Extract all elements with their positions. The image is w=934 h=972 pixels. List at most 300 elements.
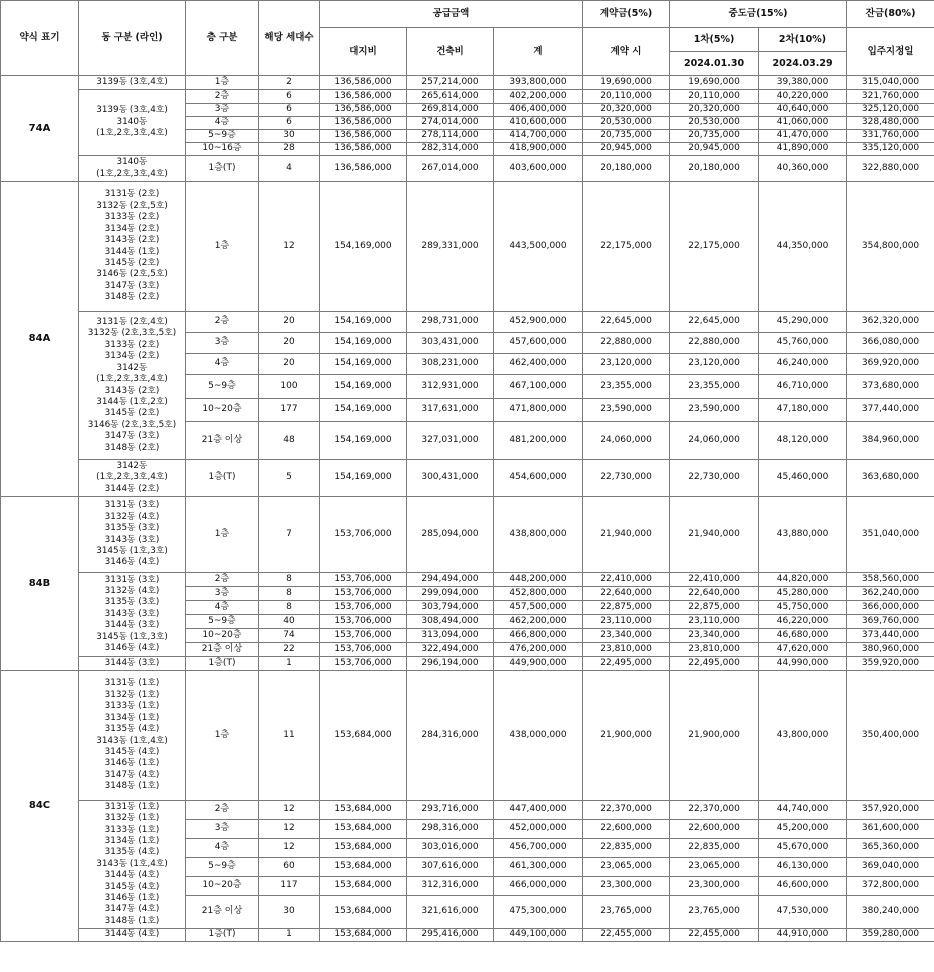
type-cell: 74A bbox=[1, 76, 79, 182]
land-price-cell: 136,586,000 bbox=[320, 143, 407, 156]
middle1-cell: 23,120,000 bbox=[670, 354, 759, 375]
middle2-cell: 40,360,000 bbox=[759, 156, 847, 182]
land-price-cell: 154,169,000 bbox=[320, 460, 407, 497]
middle1-cell: 23,355,000 bbox=[670, 375, 759, 399]
floor-cell: 2층 bbox=[186, 573, 259, 587]
middle1-cell: 22,730,000 bbox=[670, 460, 759, 497]
total-price-cell: 471,800,000 bbox=[494, 399, 583, 422]
table-row bbox=[1, 90, 934, 104]
balance-cell: 361,600,000 bbox=[847, 820, 934, 839]
balance-cell: 315,040,000 bbox=[847, 76, 934, 90]
contract-cell: 22,645,000 bbox=[583, 312, 670, 333]
contract-cell: 23,120,000 bbox=[583, 354, 670, 375]
balance-cell: 363,680,000 bbox=[847, 460, 934, 497]
floor-cell: 21층 이상 bbox=[186, 896, 259, 929]
header-total: 계 bbox=[494, 28, 583, 76]
dong-cell: 3131동 (1호) 3132동 (1호) 3133동 (1호) 3134동 (1호) 3135동 (4호) 3143동 (1호,4호) 3145동 (4호) 3146동 (1호) 3147동 (4호) 3148동 (1호) bbox=[79, 671, 186, 801]
balance-cell: 373,440,000 bbox=[847, 629, 934, 643]
total-price-cell: 449,100,000 bbox=[494, 929, 583, 942]
units-cell: 6 bbox=[259, 90, 320, 104]
middle2-cell: 47,530,000 bbox=[759, 896, 847, 929]
type-cell: 84A bbox=[1, 182, 79, 497]
header-contract: 계약금(5%) bbox=[583, 1, 670, 28]
total-price-cell: 475,300,000 bbox=[494, 896, 583, 929]
total-price-cell: 481,200,000 bbox=[494, 422, 583, 460]
middle2-cell: 44,910,000 bbox=[759, 929, 847, 942]
building-price-cell: 303,431,000 bbox=[407, 333, 494, 354]
building-price-cell: 312,316,000 bbox=[407, 877, 494, 896]
land-price-cell: 153,684,000 bbox=[320, 820, 407, 839]
units-cell: 30 bbox=[259, 130, 320, 143]
building-price-cell: 274,014,000 bbox=[407, 117, 494, 130]
balance-cell: 350,400,000 bbox=[847, 671, 934, 801]
floor-cell: 3층 bbox=[186, 333, 259, 354]
units-cell: 4 bbox=[259, 156, 320, 182]
header-middle1: 1차(5%) bbox=[670, 28, 759, 52]
middle1-cell: 22,370,000 bbox=[670, 801, 759, 820]
building-price-cell: 313,094,000 bbox=[407, 629, 494, 643]
land-price-cell: 154,169,000 bbox=[320, 333, 407, 354]
dong-cell: 3131동 (3호) 3132동 (4호) 3135동 (3호) 3143동 (3호) 3145동 (1호,3호) 3146동 (4호) bbox=[79, 497, 186, 573]
middle2-cell: 48,120,000 bbox=[759, 422, 847, 460]
units-cell: 22 bbox=[259, 643, 320, 657]
total-price-cell: 466,000,000 bbox=[494, 877, 583, 896]
middle2-cell: 46,600,000 bbox=[759, 877, 847, 896]
middle1-cell: 22,835,000 bbox=[670, 839, 759, 858]
header-floor: 층 구분 bbox=[186, 1, 259, 76]
balance-cell: 369,920,000 bbox=[847, 354, 934, 375]
contract-cell: 23,110,000 bbox=[583, 615, 670, 629]
middle1-cell: 23,110,000 bbox=[670, 615, 759, 629]
units-cell: 1 bbox=[259, 657, 320, 671]
middle1-cell: 23,340,000 bbox=[670, 629, 759, 643]
balance-cell: 384,960,000 bbox=[847, 422, 934, 460]
contract-cell: 22,875,000 bbox=[583, 601, 670, 615]
middle2-cell: 40,640,000 bbox=[759, 104, 847, 117]
total-price-cell: 476,200,000 bbox=[494, 643, 583, 657]
contract-cell: 22,835,000 bbox=[583, 839, 670, 858]
units-cell: 8 bbox=[259, 573, 320, 587]
balance-cell: 369,760,000 bbox=[847, 615, 934, 629]
middle2-cell: 45,460,000 bbox=[759, 460, 847, 497]
middle2-cell: 45,200,000 bbox=[759, 820, 847, 839]
floor-cell: 5~9층 bbox=[186, 130, 259, 143]
units-cell: 6 bbox=[259, 104, 320, 117]
middle2-cell: 43,880,000 bbox=[759, 497, 847, 573]
units-cell: 40 bbox=[259, 615, 320, 629]
total-price-cell: 467,100,000 bbox=[494, 375, 583, 399]
units-cell: 28 bbox=[259, 143, 320, 156]
floor-cell: 3층 bbox=[186, 104, 259, 117]
total-price-cell: 410,600,000 bbox=[494, 117, 583, 130]
middle1-cell: 23,810,000 bbox=[670, 643, 759, 657]
contract-cell: 20,180,000 bbox=[583, 156, 670, 182]
middle1-cell: 22,455,000 bbox=[670, 929, 759, 942]
floor-cell: 4층 bbox=[186, 601, 259, 615]
units-cell: 12 bbox=[259, 182, 320, 312]
middle1-cell: 20,530,000 bbox=[670, 117, 759, 130]
total-price-cell: 462,200,000 bbox=[494, 615, 583, 629]
total-price-cell: 448,200,000 bbox=[494, 573, 583, 587]
floor-cell: 5~9층 bbox=[186, 375, 259, 399]
building-price-cell: 294,494,000 bbox=[407, 573, 494, 587]
middle2-cell: 44,990,000 bbox=[759, 657, 847, 671]
building-price-cell: 303,794,000 bbox=[407, 601, 494, 615]
floor-cell: 10~20층 bbox=[186, 629, 259, 643]
middle2-cell: 41,060,000 bbox=[759, 117, 847, 130]
balance-cell: 369,040,000 bbox=[847, 858, 934, 877]
total-price-cell: 393,800,000 bbox=[494, 76, 583, 90]
total-price-cell: 454,600,000 bbox=[494, 460, 583, 497]
units-cell: 100 bbox=[259, 375, 320, 399]
floor-cell: 5~9층 bbox=[186, 615, 259, 629]
units-cell: 5 bbox=[259, 460, 320, 497]
floor-cell: 3층 bbox=[186, 820, 259, 839]
units-cell: 20 bbox=[259, 333, 320, 354]
type-cell: 84B bbox=[1, 497, 79, 671]
floor-cell: 1층(T) bbox=[186, 460, 259, 497]
middle2-cell: 39,380,000 bbox=[759, 76, 847, 90]
middle1-cell: 23,590,000 bbox=[670, 399, 759, 422]
balance-cell: 380,960,000 bbox=[847, 643, 934, 657]
header-contract-sub: 계약 시 bbox=[583, 28, 670, 76]
land-price-cell: 136,586,000 bbox=[320, 76, 407, 90]
contract-cell: 22,410,000 bbox=[583, 573, 670, 587]
building-price-cell: 298,731,000 bbox=[407, 312, 494, 333]
contract-cell: 20,735,000 bbox=[583, 130, 670, 143]
contract-cell: 22,455,000 bbox=[583, 929, 670, 942]
units-cell: 60 bbox=[259, 858, 320, 877]
total-price-cell: 438,800,000 bbox=[494, 497, 583, 573]
header-balance-sub: 입주지정일 bbox=[847, 28, 934, 76]
floor-cell: 4층 bbox=[186, 117, 259, 130]
building-price-cell: 284,316,000 bbox=[407, 671, 494, 801]
land-price-cell: 153,706,000 bbox=[320, 497, 407, 573]
balance-cell: 359,920,000 bbox=[847, 657, 934, 671]
building-price-cell: 317,631,000 bbox=[407, 399, 494, 422]
building-price-cell: 327,031,000 bbox=[407, 422, 494, 460]
contract-cell: 20,110,000 bbox=[583, 90, 670, 104]
middle2-cell: 41,470,000 bbox=[759, 130, 847, 143]
table-row bbox=[1, 76, 934, 90]
units-cell: 6 bbox=[259, 117, 320, 130]
dong-cell: 3131동 (1호) 3132동 (1호) 3133동 (1호) 3134동 (1호) 3135동 (4호) 3143동 (1호,4호) 3144동 (4호) 3145동 (4호) 3146동 (1호) 3147동 (4호) 3148동 (1호) bbox=[79, 801, 186, 929]
middle1-cell: 22,875,000 bbox=[670, 601, 759, 615]
land-price-cell: 154,169,000 bbox=[320, 375, 407, 399]
balance-cell: 359,280,000 bbox=[847, 929, 934, 942]
land-price-cell: 153,706,000 bbox=[320, 587, 407, 601]
middle1-cell: 20,180,000 bbox=[670, 156, 759, 182]
land-price-cell: 153,684,000 bbox=[320, 929, 407, 942]
header-balance: 잔금(80%) bbox=[847, 1, 934, 28]
land-price-cell: 153,706,000 bbox=[320, 643, 407, 657]
contract-cell: 21,940,000 bbox=[583, 497, 670, 573]
middle2-cell: 46,220,000 bbox=[759, 615, 847, 629]
contract-cell: 22,175,000 bbox=[583, 182, 670, 312]
floor-cell: 1층 bbox=[186, 497, 259, 573]
middle2-cell: 45,290,000 bbox=[759, 312, 847, 333]
total-price-cell: 447,400,000 bbox=[494, 801, 583, 820]
building-price-cell: 289,331,000 bbox=[407, 182, 494, 312]
land-price-cell: 136,586,000 bbox=[320, 130, 407, 143]
balance-cell: 354,800,000 bbox=[847, 182, 934, 312]
total-price-cell: 466,800,000 bbox=[494, 629, 583, 643]
building-price-cell: 269,814,000 bbox=[407, 104, 494, 117]
contract-cell: 22,880,000 bbox=[583, 333, 670, 354]
total-price-cell: 402,200,000 bbox=[494, 90, 583, 104]
units-cell: 11 bbox=[259, 671, 320, 801]
table-row bbox=[1, 497, 934, 573]
building-price-cell: 299,094,000 bbox=[407, 587, 494, 601]
balance-cell: 321,760,000 bbox=[847, 90, 934, 104]
contract-cell: 20,530,000 bbox=[583, 117, 670, 130]
land-price-cell: 153,684,000 bbox=[320, 877, 407, 896]
total-price-cell: 452,000,000 bbox=[494, 820, 583, 839]
table-row bbox=[1, 312, 934, 333]
contract-cell: 20,320,000 bbox=[583, 104, 670, 117]
land-price-cell: 153,684,000 bbox=[320, 671, 407, 801]
balance-cell: 351,040,000 bbox=[847, 497, 934, 573]
middle2-cell: 44,350,000 bbox=[759, 182, 847, 312]
middle2-cell: 47,180,000 bbox=[759, 399, 847, 422]
middle2-cell: 41,890,000 bbox=[759, 143, 847, 156]
building-price-cell: 300,431,000 bbox=[407, 460, 494, 497]
building-price-cell: 265,614,000 bbox=[407, 90, 494, 104]
floor-cell: 4층 bbox=[186, 354, 259, 375]
middle2-cell: 45,670,000 bbox=[759, 839, 847, 858]
balance-cell: 325,120,000 bbox=[847, 104, 934, 117]
middle2-cell: 43,800,000 bbox=[759, 671, 847, 801]
table-row bbox=[1, 460, 934, 497]
total-price-cell: 457,500,000 bbox=[494, 601, 583, 615]
land-price-cell: 153,706,000 bbox=[320, 601, 407, 615]
contract-cell: 22,600,000 bbox=[583, 820, 670, 839]
units-cell: 8 bbox=[259, 587, 320, 601]
total-price-cell: 449,900,000 bbox=[494, 657, 583, 671]
building-price-cell: 257,214,000 bbox=[407, 76, 494, 90]
middle1-cell: 22,175,000 bbox=[670, 182, 759, 312]
middle1-cell: 24,060,000 bbox=[670, 422, 759, 460]
building-price-cell: 298,316,000 bbox=[407, 820, 494, 839]
table-row bbox=[1, 671, 934, 801]
middle1-cell: 22,640,000 bbox=[670, 587, 759, 601]
contract-cell: 23,810,000 bbox=[583, 643, 670, 657]
balance-cell: 328,480,000 bbox=[847, 117, 934, 130]
units-cell: 20 bbox=[259, 354, 320, 375]
units-cell: 12 bbox=[259, 820, 320, 839]
middle1-cell: 22,645,000 bbox=[670, 312, 759, 333]
land-price-cell: 153,706,000 bbox=[320, 615, 407, 629]
dong-cell: 3144동 (4호) bbox=[79, 929, 186, 942]
middle1-cell: 22,880,000 bbox=[670, 333, 759, 354]
middle1-cell: 20,945,000 bbox=[670, 143, 759, 156]
land-price-cell: 136,586,000 bbox=[320, 117, 407, 130]
land-price-cell: 153,684,000 bbox=[320, 896, 407, 929]
middle1-cell: 20,735,000 bbox=[670, 130, 759, 143]
units-cell: 20 bbox=[259, 312, 320, 333]
dong-cell: 3131동 (2호,4호) 3132동 (2호,3호,5호) 3133동 (2호) 3134동 (2호) 3142동 (1호,2호,3호,4호) 3143동 (2호) 3144동 (1호,2호) 3145동 (2호) 3146동 (2호,3호,5호) 3147동 (3호) 3148동 (2호) bbox=[79, 312, 186, 460]
dong-cell: 3139동 (3호,4호) bbox=[79, 76, 186, 90]
units-cell: 30 bbox=[259, 896, 320, 929]
land-price-cell: 153,684,000 bbox=[320, 839, 407, 858]
units-cell: 12 bbox=[259, 801, 320, 820]
floor-cell: 1층 bbox=[186, 76, 259, 90]
building-price-cell: 321,616,000 bbox=[407, 896, 494, 929]
building-price-cell: 295,416,000 bbox=[407, 929, 494, 942]
units-cell: 12 bbox=[259, 839, 320, 858]
balance-cell: 331,760,000 bbox=[847, 130, 934, 143]
dong-cell: 3131동 (2호) 3132동 (2호,5호) 3133동 (2호) 3134동 (2호) 3143동 (2호) 3144동 (1호) 3145동 (2호) 3146동 (2호,5호) 3147동 (3호) 3148동 (2호) bbox=[79, 182, 186, 312]
land-price-cell: 154,169,000 bbox=[320, 399, 407, 422]
floor-cell: 5~9층 bbox=[186, 858, 259, 877]
land-price-cell: 153,706,000 bbox=[320, 629, 407, 643]
land-price-cell: 154,169,000 bbox=[320, 422, 407, 460]
units-cell: 48 bbox=[259, 422, 320, 460]
units-cell: 2 bbox=[259, 76, 320, 90]
land-price-cell: 154,169,000 bbox=[320, 182, 407, 312]
building-price-cell: 296,194,000 bbox=[407, 657, 494, 671]
floor-cell: 1층(T) bbox=[186, 657, 259, 671]
total-price-cell: 462,400,000 bbox=[494, 354, 583, 375]
balance-cell: 366,000,000 bbox=[847, 601, 934, 615]
building-price-cell: 312,931,000 bbox=[407, 375, 494, 399]
building-price-cell: 307,616,000 bbox=[407, 858, 494, 877]
middle2-cell: 44,820,000 bbox=[759, 573, 847, 587]
contract-cell: 23,355,000 bbox=[583, 375, 670, 399]
units-cell: 7 bbox=[259, 497, 320, 573]
total-price-cell: 443,500,000 bbox=[494, 182, 583, 312]
floor-cell: 2층 bbox=[186, 90, 259, 104]
land-price-cell: 154,169,000 bbox=[320, 354, 407, 375]
contract-cell: 23,340,000 bbox=[583, 629, 670, 643]
land-price-cell: 154,169,000 bbox=[320, 312, 407, 333]
middle2-cell: 44,740,000 bbox=[759, 801, 847, 820]
header-middle1-date: 2024.01.30 bbox=[670, 52, 759, 76]
floor-cell: 1층 bbox=[186, 182, 259, 312]
balance-cell: 366,080,000 bbox=[847, 333, 934, 354]
balance-cell: 358,560,000 bbox=[847, 573, 934, 587]
units-cell: 117 bbox=[259, 877, 320, 896]
land-price-cell: 136,586,000 bbox=[320, 104, 407, 117]
floor-cell: 10~20층 bbox=[186, 877, 259, 896]
contract-cell: 21,900,000 bbox=[583, 671, 670, 801]
table-row bbox=[1, 929, 934, 942]
building-price-cell: 267,014,000 bbox=[407, 156, 494, 182]
building-price-cell: 282,314,000 bbox=[407, 143, 494, 156]
total-price-cell: 406,400,000 bbox=[494, 104, 583, 117]
total-price-cell: 452,800,000 bbox=[494, 587, 583, 601]
table-row bbox=[1, 156, 934, 182]
header-building: 건축비 bbox=[407, 28, 494, 76]
middle1-cell: 22,410,000 bbox=[670, 573, 759, 587]
header-middle2: 2차(10%) bbox=[759, 28, 847, 52]
building-price-cell: 278,114,000 bbox=[407, 130, 494, 143]
middle1-cell: 23,065,000 bbox=[670, 858, 759, 877]
units-cell: 8 bbox=[259, 601, 320, 615]
middle2-cell: 45,280,000 bbox=[759, 587, 847, 601]
contract-cell: 23,065,000 bbox=[583, 858, 670, 877]
table-row bbox=[1, 573, 934, 587]
contract-cell: 22,640,000 bbox=[583, 587, 670, 601]
land-price-cell: 136,586,000 bbox=[320, 90, 407, 104]
header-middle: 중도금(15%) bbox=[670, 1, 847, 28]
balance-cell: 362,240,000 bbox=[847, 587, 934, 601]
middle1-cell: 21,940,000 bbox=[670, 497, 759, 573]
table-body bbox=[1, 76, 934, 942]
contract-cell: 24,060,000 bbox=[583, 422, 670, 460]
floor-cell: 21층 이상 bbox=[186, 422, 259, 460]
building-price-cell: 322,494,000 bbox=[407, 643, 494, 657]
building-price-cell: 308,494,000 bbox=[407, 615, 494, 629]
total-price-cell: 461,300,000 bbox=[494, 858, 583, 877]
middle2-cell: 45,760,000 bbox=[759, 333, 847, 354]
total-price-cell: 418,900,000 bbox=[494, 143, 583, 156]
dong-cell: 3139동 (3호,4호) 3140동 (1호,2호,3호,4호) bbox=[79, 90, 186, 156]
floor-cell: 3층 bbox=[186, 587, 259, 601]
balance-cell: 357,920,000 bbox=[847, 801, 934, 820]
floor-cell: 21층 이상 bbox=[186, 643, 259, 657]
land-price-cell: 153,706,000 bbox=[320, 573, 407, 587]
balance-cell: 372,800,000 bbox=[847, 877, 934, 896]
middle2-cell: 47,620,000 bbox=[759, 643, 847, 657]
floor-cell: 4층 bbox=[186, 839, 259, 858]
land-price-cell: 153,706,000 bbox=[320, 657, 407, 671]
contract-cell: 22,730,000 bbox=[583, 460, 670, 497]
units-cell: 177 bbox=[259, 399, 320, 422]
building-price-cell: 308,231,000 bbox=[407, 354, 494, 375]
balance-cell: 377,440,000 bbox=[847, 399, 934, 422]
floor-cell: 1층(T) bbox=[186, 156, 259, 182]
middle1-cell: 23,300,000 bbox=[670, 877, 759, 896]
total-price-cell: 414,700,000 bbox=[494, 130, 583, 143]
land-price-cell: 153,684,000 bbox=[320, 801, 407, 820]
contract-cell: 22,495,000 bbox=[583, 657, 670, 671]
header-land: 대지비 bbox=[320, 28, 407, 76]
floor-cell: 1층(T) bbox=[186, 929, 259, 942]
header-supply: 공급금액 bbox=[320, 1, 583, 28]
middle1-cell: 22,495,000 bbox=[670, 657, 759, 671]
header-middle2-date: 2024.03.29 bbox=[759, 52, 847, 76]
building-price-cell: 285,094,000 bbox=[407, 497, 494, 573]
type-cell: 84C bbox=[1, 671, 79, 942]
middle1-cell: 23,765,000 bbox=[670, 896, 759, 929]
contract-cell: 23,765,000 bbox=[583, 896, 670, 929]
contract-cell: 19,690,000 bbox=[583, 76, 670, 90]
table-row bbox=[1, 657, 934, 671]
middle2-cell: 46,130,000 bbox=[759, 858, 847, 877]
contract-cell: 23,590,000 bbox=[583, 399, 670, 422]
units-cell: 74 bbox=[259, 629, 320, 643]
balance-cell: 365,360,000 bbox=[847, 839, 934, 858]
middle1-cell: 21,900,000 bbox=[670, 671, 759, 801]
building-price-cell: 303,016,000 bbox=[407, 839, 494, 858]
land-price-cell: 136,586,000 bbox=[320, 156, 407, 182]
header-units: 해당 세대수 bbox=[259, 1, 320, 76]
units-cell: 1 bbox=[259, 929, 320, 942]
header-dong: 동 구분 (라인) bbox=[79, 1, 186, 76]
dong-cell: 3131동 (3호) 3132동 (4호) 3135동 (3호) 3143동 (3호) 3144동 (3호) 3145동 (1호,3호) 3146동 (4호) bbox=[79, 573, 186, 657]
dong-cell: 3144동 (3호) bbox=[79, 657, 186, 671]
dong-cell: 3142동 (1호,2호,3호,4호) 3144동 (2호) bbox=[79, 460, 186, 497]
land-price-cell: 153,684,000 bbox=[320, 858, 407, 877]
middle2-cell: 46,240,000 bbox=[759, 354, 847, 375]
middle2-cell: 40,220,000 bbox=[759, 90, 847, 104]
total-price-cell: 457,600,000 bbox=[494, 333, 583, 354]
balance-cell: 335,120,000 bbox=[847, 143, 934, 156]
total-price-cell: 403,600,000 bbox=[494, 156, 583, 182]
floor-cell: 10~20층 bbox=[186, 399, 259, 422]
total-price-cell: 438,000,000 bbox=[494, 671, 583, 801]
